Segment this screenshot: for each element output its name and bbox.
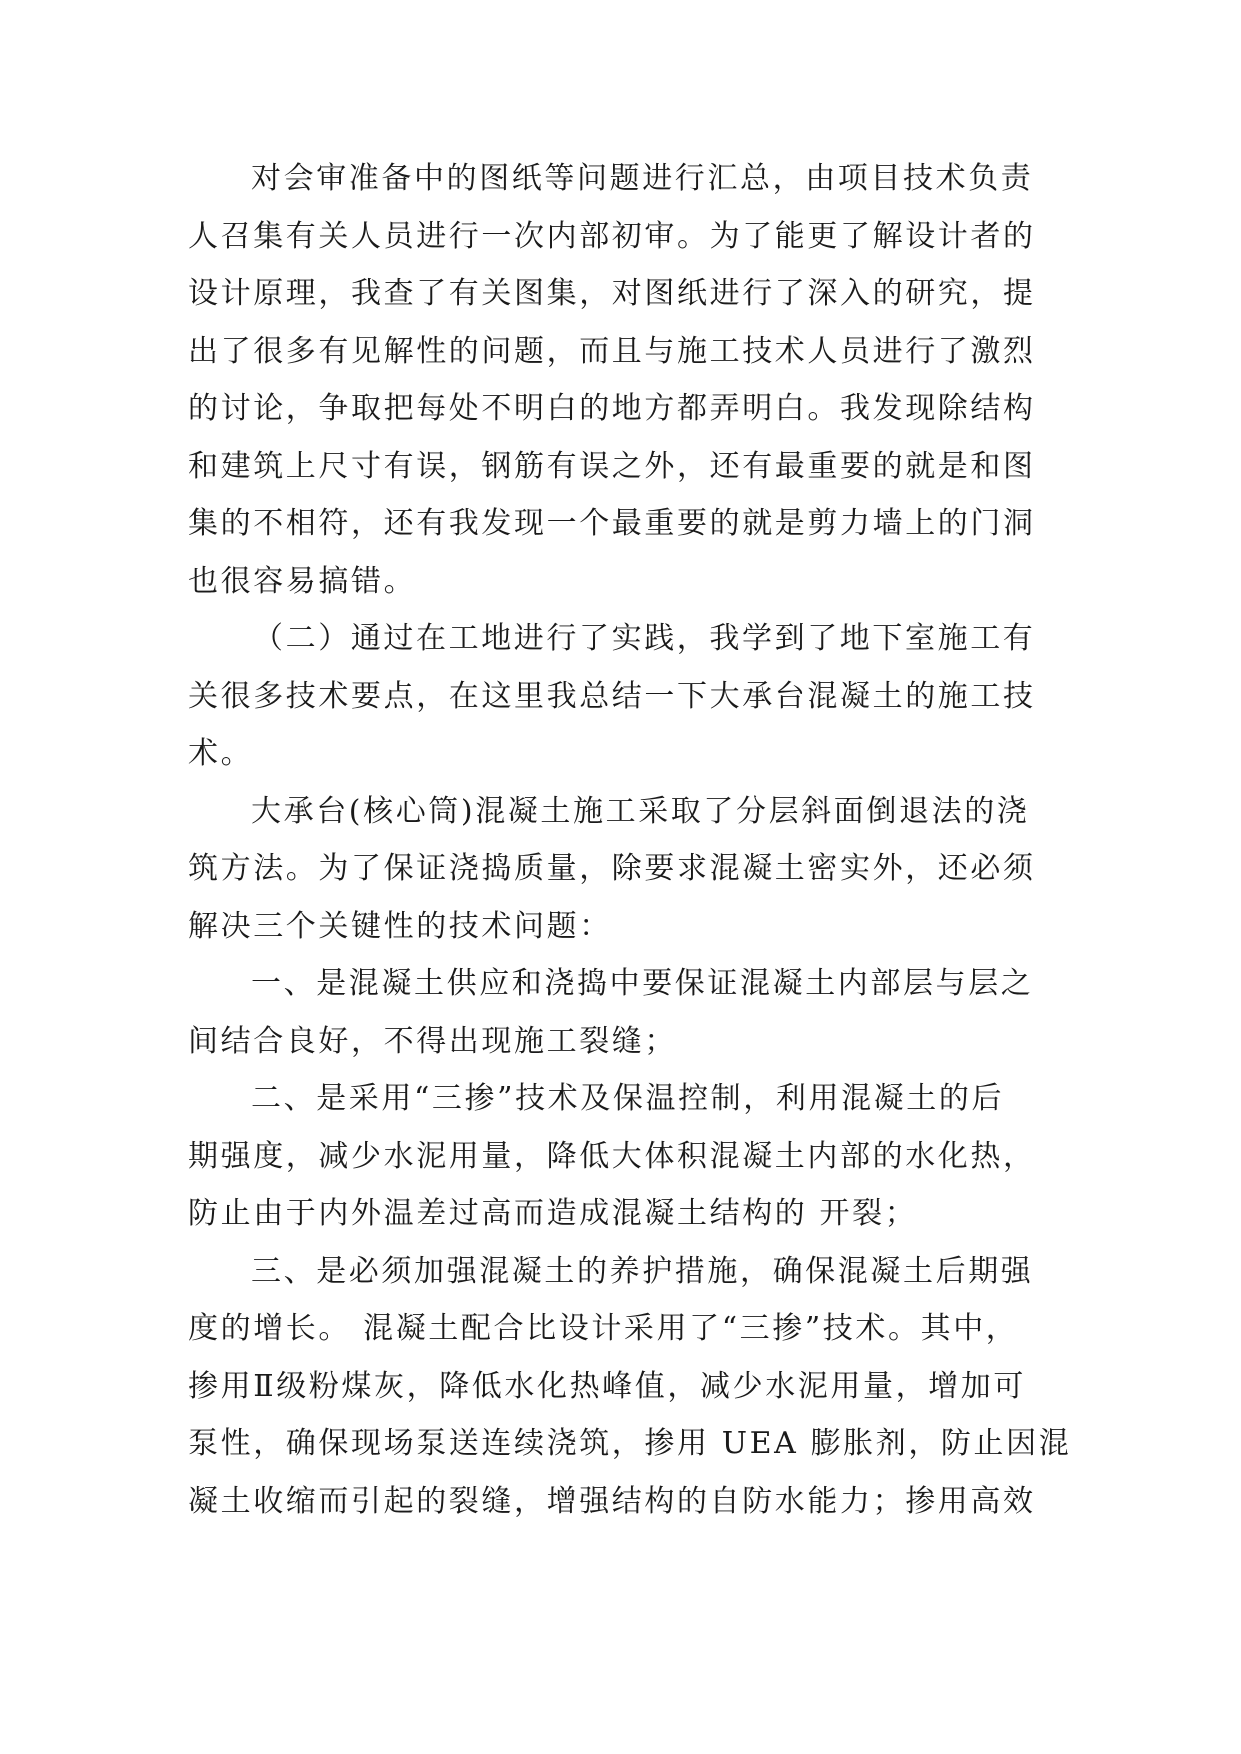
text-line: 大承台(核心筒)混凝土施工采取了分层斜面倒退法的浇	[251, 793, 1030, 829]
text-line: 设计原理，我查了有关图集，对图纸进行了深入的研究，提	[188, 276, 1036, 311]
text-line: 出了很多有见解性的问题，而且与施工技术人员进行了激烈	[188, 333, 1036, 369]
text-line: 也很容易搞错。	[188, 563, 417, 599]
text-line: 对会审准备中的图纸等问题进行汇总，由项目技术负责	[251, 161, 1034, 196]
text-line: 术。	[188, 736, 254, 771]
text-line: 凝土收缩而引起的裂缝，增强结构的自防水能力；掺用高效	[188, 1483, 1036, 1519]
text-line: 防止由于内外温差过高而造成混凝土结构的 开裂；	[188, 1196, 918, 1231]
text-line: 解决三个关键性的技术问题：	[188, 908, 612, 944]
text-line: 一、是混凝土供应和浇捣中要保证混凝土内部层与层之	[251, 966, 1034, 1001]
text-line: 二、是采用“三掺”技术及保温控制，利用混凝土的后	[251, 1081, 1005, 1116]
text-line: 度的增长。 混凝土配合比设计采用了“三掺”技术。其中，	[188, 1311, 1019, 1346]
text-line: 筑方法。为了保证浇捣质量，除要求混凝土密实外，还必须	[188, 851, 1036, 886]
text-line: 人召集有关人员进行一次内部初审。为了能更了解设计者的	[188, 218, 1036, 254]
text-line: （二）通过在工地进行了实践，我学到了地下室施工有	[253, 621, 1036, 656]
text-line: 和建筑上尺寸有误，钢筋有误之外，还有最重要的就是和图	[188, 448, 1036, 484]
text-line: 泵性，确保现场泵送连续浇筑，掺用 UEA 膨胀剂，防止因混	[188, 1426, 1072, 1461]
text-line: 集的不相符，还有我发现一个最重要的就是剪力墙上的门洞	[188, 506, 1036, 541]
text-line: 期强度，减少水泥用量，降低大体积混凝土内部的水化热，	[188, 1138, 1036, 1174]
text-line: 三、是必须加强混凝土的养护措施，确保混凝土后期强	[251, 1253, 1034, 1289]
text-line: 掺用Ⅱ级粉煤灰，降低水化热峰值，减少水泥用量，增加可	[188, 1368, 1026, 1404]
text-line: 的讨论，争取把每处不明白的地方都弄明白。我发现除结构	[188, 391, 1036, 426]
text-line: 间结合良好，不得出现施工裂缝；	[188, 1023, 677, 1059]
text-line: 关很多技术要点，在这里我总结一下大承台混凝土的施工技	[188, 678, 1036, 714]
body-text	[188, 150, 1072, 1530]
